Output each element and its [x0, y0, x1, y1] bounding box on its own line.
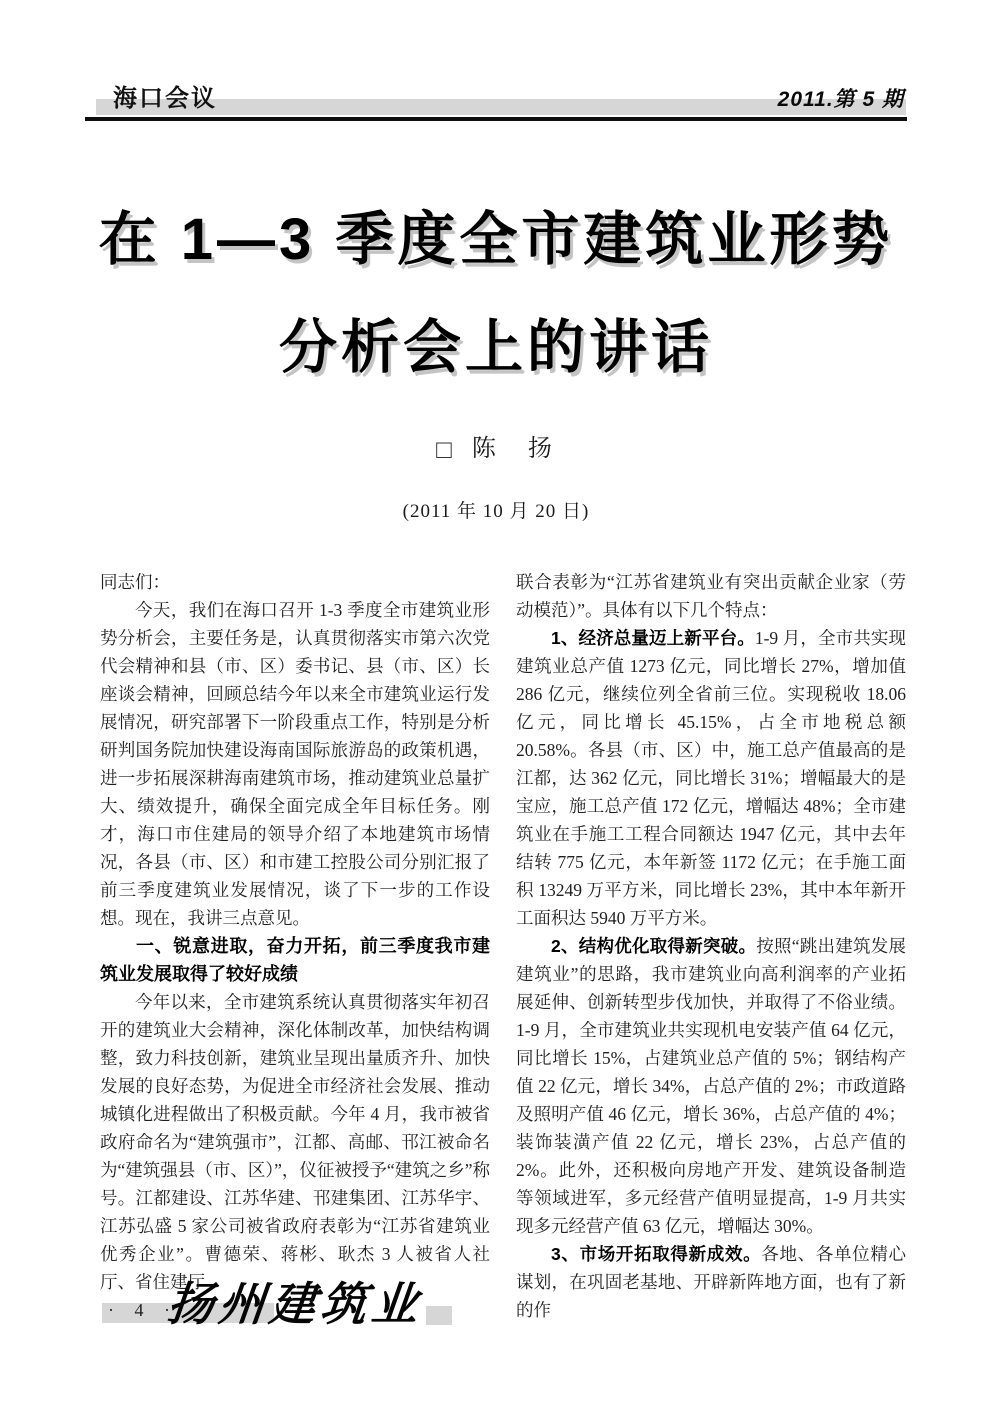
date-line: (2011 年 10 月 20 日) — [402, 501, 590, 522]
article-title — [0, 186, 992, 402]
article-title-line1: 在 1—3 季度全市建筑业形势 — [98, 207, 894, 272]
author-marker-square: □ — [436, 435, 456, 464]
salutation-paragraph: 同志们： — [100, 572, 170, 592]
paragraph: 今天，我们在海口召开 1-3 季度全市建筑业形势分析会，主要任务是，认真贯彻落实市第六次党代会精神和县（市、区）委书记、县（市、区）长座谈会精神，回顾总结今年以来全市建筑业运行发展情况，研究部署下一阶段重点工作，特别是分析研判国务院加快建设海南国际旅游岛的政策机遇，进一步拓展深耕海南建筑市场，推动建筑业总量扩大、绩效提升，确保全面完成全年目标任务。刚才，海口市住建局的领导介绍了本地建筑市场情况，各县（市、区）和市建工控股公司分别汇报了前三季度建筑业发展情况，谈了下一步的工作设想。现在，我讲三点意见。 — [100, 600, 490, 928]
issue-label: 2011.第 5 期 — [777, 88, 904, 111]
byline — [0, 428, 992, 465]
paragraph-text: 按照“跳出建筑发展建筑业”的思路，我市建筑业向高利润率的产业拓展延伸、创新转型步伐加快，并取得了不俗业绩。1-9 月，全市建筑业共实现机电安装产值 64 亿元，同比增长 15%，占建筑业总产值的 5%；钢结构产值 22 亿元，增长 34%，占总产值的 2%；市政道路及照明产值 46 亿元，增长 36%，占总产值的 4%；装饰装潢产值 22 亿元，增长 23%，占总产值的 2%。此外，还积极向房地产开发、建筑设备制造等领域进军，多元经营产值明显提高，1-9 月共实现多元经营产值 63 亿元，增幅达 30%。 — [516, 936, 906, 1236]
paragraph-text: 1-9 月，全市共实现建筑业总产值 1273 亿元，同比增长 27%，增加值 286 亿元，继续位列全省前三位。实现税收 18.06 亿元，同比增长 45.15%，占全市地税总额 20.58%。各县（市、区）中，施工总产值最高的是江都，达 362 亿元，同比增长 31%；增幅最大的是宝应，施工总产值 172 亿元，增幅达 48%；全市建筑业在手施工工程合同额达 1947 亿元，其中去年结转 775 亿元，本年新签 1172 亿元；在手施工面积 13249 万平方米，同比增长 23%，其中本年新开工面积达 5940 万平方米。 — [516, 628, 907, 928]
header-rule — [85, 117, 907, 121]
section-label: 海口会议 — [113, 85, 217, 112]
paragraph: 今年以来，全市建筑系统认真贯彻落实年初召开的建筑业大会精神，深化体制改革，加快结构调整，致力科技创新，建筑业呈现出量质齐升、加快发展的良好态势，为促进全市经济社会发展、推动城镇化进程做出了积极贡献。今年 4 月，我市被省政府命名为“建筑强市”，江都、高邮、邗江被命名为“建筑强县（市、区）”，仪征被授予“建筑之乡”称号。江都建设、江苏华建、邗建集团、江苏华宇、江苏弘盛 5 家公司被省政府表彰为“江苏省建筑业优秀企业”。曹德荣、蒋彬、耿杰 3 人被省人社厅、省住建厅 — [100, 992, 490, 1292]
right-column — [516, 568, 906, 1324]
author-name: 陈 扬 — [471, 436, 556, 462]
paragraph-lead: 1、经济总量迈上新平台。 — [551, 628, 755, 648]
paragraph-lead: 3、市场开拓取得新成效。 — [551, 1244, 762, 1264]
paragraph-continuation: 联合表彰为“江苏省建筑业有突出贡献企业家（劳动模范）”。具体有以下几个特点： — [516, 572, 906, 620]
page-number: · 4 · — [108, 1300, 178, 1320]
left-column — [100, 568, 490, 1324]
paragraph-text: 各地、各单位精心谋划，在巩固老基地、开辟新阵地方面，也有了新的作 — [516, 1244, 906, 1320]
article-body — [100, 568, 906, 1324]
section-heading: 一、锐意进取，奋力开拓，前三季度我市建筑业发展取得了较好成绩 — [100, 936, 490, 984]
paragraph — [516, 624, 906, 932]
footer-band-fragment — [426, 1306, 452, 1325]
journal-logo: 扬州建筑业 — [164, 1279, 426, 1330]
article-title-line2: 分析会上的讲话 — [278, 315, 713, 380]
paragraph — [516, 1240, 906, 1324]
paragraph-lead: 2、结构优化取得新突破。 — [551, 936, 757, 956]
paragraph — [516, 932, 906, 1240]
